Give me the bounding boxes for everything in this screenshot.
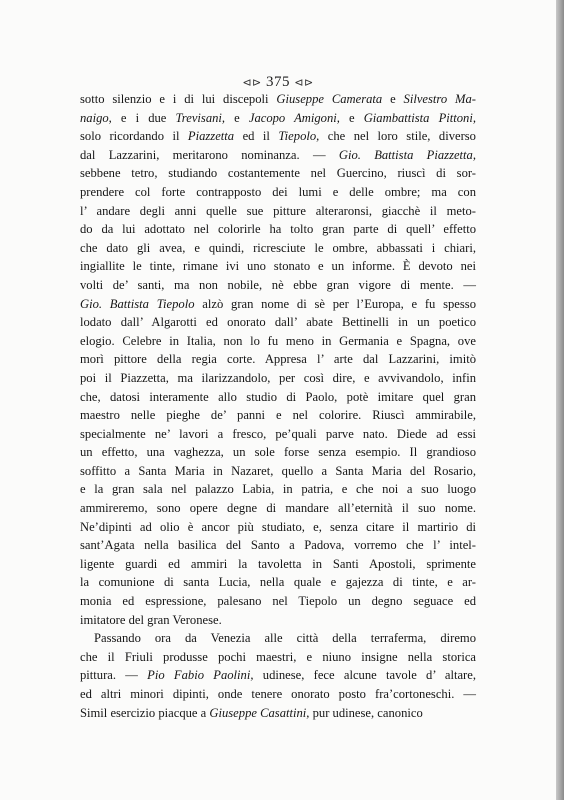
text-segment: do da lui adottato nel colorirle ha tolto gran parte di quell’ effetto <box>80 222 476 237</box>
page-number: 375 <box>266 74 290 90</box>
text-line <box>80 573 476 592</box>
italic-name: Trevisani, <box>175 110 226 125</box>
italic-name: Giuseppe Camerata <box>276 92 383 106</box>
text-segment: ed altri minori dipinti, onde tenere onorato posto fra’cortoneschi. — <box>80 687 476 701</box>
text-line <box>80 499 476 518</box>
text-line <box>80 666 476 685</box>
ornament-left-icon: ⊲⊳ <box>242 77 262 89</box>
page-header <box>0 74 556 91</box>
text-segment: volti de’ santi, ma non nobile, nè ebbe gran vigore di mente. — <box>80 277 476 292</box>
italic-name: Giuseppe Casattini, <box>209 705 310 720</box>
text-line <box>80 127 476 146</box>
text-segment: udinese, fece alcune tavole d’ altare, <box>253 668 476 683</box>
text-line <box>80 406 476 425</box>
text-line <box>80 146 476 165</box>
text-segment: specialmente ne’ lavori a fresco, pe’quali parve nato. Diede ad essi <box>80 426 476 441</box>
page-edge-shadow <box>556 0 564 800</box>
text-segment: pur udinese, canonico <box>309 705 423 720</box>
text-line <box>80 90 476 109</box>
text-line <box>80 518 476 537</box>
text-line <box>80 220 476 239</box>
ornament-right-icon: ⊲⊳ <box>294 77 314 89</box>
italic-name: naigo, <box>80 110 112 125</box>
text-segment: soffitto a Santa Maria in Nazaret, quello a Santa Maria del Rosario, <box>80 463 476 478</box>
text-segment: Passando ora da Venezia alle città della terraferma, diremo <box>94 631 476 646</box>
text-line <box>80 555 476 574</box>
text-segment: prendere col forte contrapposto dei lumi e delle ombre; ma con <box>80 184 476 199</box>
text-line <box>80 685 476 704</box>
text-line <box>80 239 476 258</box>
italic-name: Piazzetta <box>187 129 235 144</box>
text-line <box>80 295 476 314</box>
text-line <box>80 350 476 369</box>
text-segment: monia ed espressione, palesano nel Tiepolo un degno seguace ed <box>80 594 476 609</box>
italic-name: Silvestro Ma- <box>403 92 477 106</box>
text-line <box>80 592 476 611</box>
text-segment: solo ricordando il <box>80 129 188 144</box>
text-segment: l’ andare degli anni quelle sue pitture alteraronsi, giacchè il meto- <box>80 203 476 218</box>
italic-name: Giambattista Pittoni, <box>363 110 476 125</box>
italic-name: Gio. Battista Piazzetta, <box>338 147 476 162</box>
text-line <box>80 629 476 648</box>
text-segment: ammireremo, sono opere degne di mandare all’eternità il suo nome. <box>80 501 476 516</box>
text-segment: sant’Agata nella basilica del Santo a Padova, vorremo che l’ intel- <box>80 538 476 553</box>
text-segment: ligente guardi ed ammiri la tavoletta in Santi Apostoli, sprimente <box>80 556 476 571</box>
italic-name: Tiepolo, <box>278 129 320 144</box>
text-line <box>80 443 476 462</box>
italic-name: Pio Fabio Paolini, <box>147 668 254 683</box>
text-segment: che, datosi interamente allo studio di Paolo, potè imitare quel gran <box>80 389 476 404</box>
text-line <box>80 611 476 630</box>
text-line <box>80 388 476 407</box>
text-segment: che dato gli avea, e quindi, ricresciute le ombre, abbassati i chiari, <box>80 240 476 255</box>
text-segment: Ne’dipinti ad olio è ancor più studiato, e, senza citare il martirio di <box>80 519 476 534</box>
text-segment: sotto silenzio e i di lui discepoli <box>80 92 277 106</box>
text-segment: lodato dall’ Algarotti ed onorato dall’ abate Bettinelli in un poetico <box>80 315 476 330</box>
text-line <box>80 425 476 444</box>
text-segment: dal Lazzarini, meritarono nominanza. — <box>80 147 339 162</box>
text-segment: pittura. — <box>80 668 148 683</box>
text-segment: elogio. Celebre in Italia, non lo fu meno in Germania e Spagna, ove <box>80 333 476 348</box>
text-line <box>80 183 476 202</box>
text-segment: Simil esercizio piacque a <box>80 705 210 720</box>
text-segment: e la gran sala nel palazzo Labia, in patria, e che noi a suo luogo <box>80 482 476 497</box>
text-segment: imitatore del gran Veronese. <box>80 612 222 627</box>
text-line <box>80 164 476 183</box>
body-text <box>80 90 476 722</box>
text-segment: e <box>339 110 364 125</box>
text-segment: e i due <box>111 110 176 125</box>
text-segment: un effetto, una vaghezza, un sole forse senza esempio. Il grandioso <box>80 445 476 460</box>
text-segment: poi il Piazzetta, ma ilarizzandolo, per così dire, e avvivandolo, infin <box>80 370 476 385</box>
italic-name: Gio. Battista Tiepolo <box>80 296 195 311</box>
text-segment: che il Friuli produsse pochi maestri, e niuno insigne nella storica <box>80 649 476 664</box>
text-segment: morì pittore della regia corte. Appresa l’ arte dal Lazzarini, imitò <box>80 352 476 367</box>
text-segment: e <box>225 110 249 125</box>
text-line <box>80 313 476 332</box>
text-segment: la comunione di santa Lucia, nella quale e gajezza di tinte, e ar- <box>80 575 476 590</box>
text-segment: maestro nelle pieghe de’ panni e nel colorire. Riuscì ammirabile, <box>80 408 476 423</box>
text-line <box>80 369 476 388</box>
text-line <box>80 480 476 499</box>
text-segment: ed il <box>234 129 279 144</box>
text-segment: ingiallite le tinte, rimane ivi uno stonato e un informe. È devoto nei <box>80 259 476 274</box>
text-line <box>80 462 476 481</box>
text-line <box>80 704 476 723</box>
text-line <box>80 648 476 667</box>
text-segment: alzò gran nome di sè per l’Europa, e fu spesso <box>194 296 476 311</box>
text-segment: sebbene tetro, studiando costantemente nel Guercino, riuscì di sor- <box>80 166 476 181</box>
text-line <box>80 109 476 128</box>
text-line <box>80 257 476 276</box>
text-segment: e <box>382 92 404 106</box>
text-line <box>80 332 476 351</box>
text-line <box>80 202 476 221</box>
text-segment: che nel loro stile, diverso <box>319 129 476 144</box>
text-line <box>80 276 476 295</box>
italic-name: Jacopo Amigoni, <box>248 110 340 125</box>
text-line <box>80 536 476 555</box>
